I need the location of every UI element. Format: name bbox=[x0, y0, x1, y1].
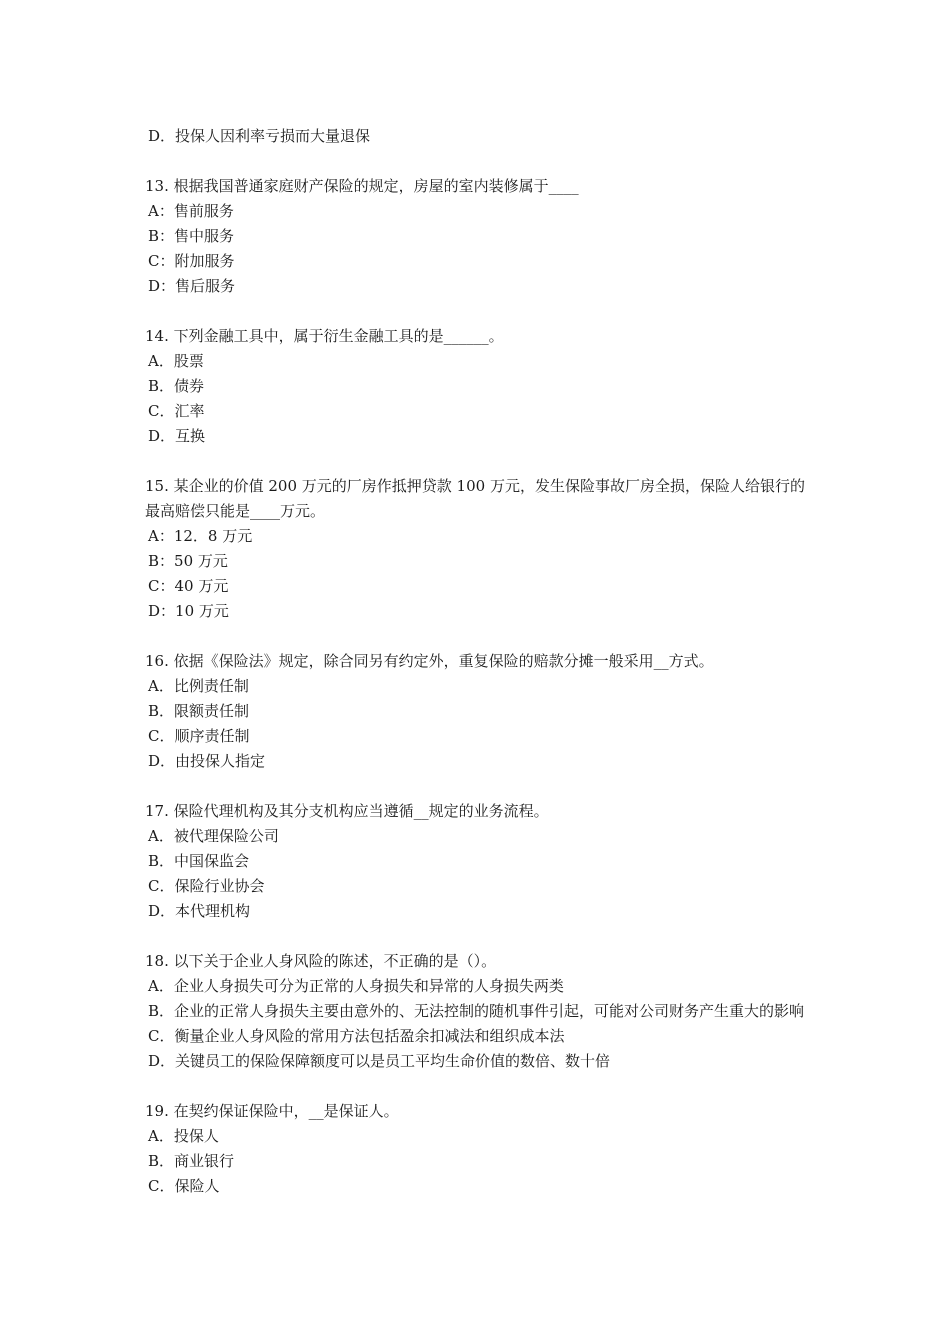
q17-stem: 17. 保险代理机构及其分支机构应当遵循__规定的业务流程。 bbox=[145, 802, 549, 820]
q15-option-b: B：50 万元 bbox=[148, 552, 228, 570]
q18-option-b: B．企业的正常人身损失主要由意外的、无法控制的随机事件引起，可能对公司财务产生重大的影响 bbox=[148, 1002, 805, 1020]
q15-option-a: A：12．8 万元 bbox=[148, 527, 253, 545]
q13-option-a: A：售前服务 bbox=[148, 202, 234, 220]
q16-option-c: C．顺序责任制 bbox=[148, 727, 250, 745]
q16-option-a: A．比例责任制 bbox=[148, 677, 249, 695]
q14-option-d: D．互换 bbox=[148, 427, 206, 445]
q19-option-b: B．商业银行 bbox=[148, 1152, 235, 1170]
document-page bbox=[145, 124, 815, 1199]
q14-option-c: C．汇率 bbox=[148, 402, 205, 420]
q17-option-d: D．本代理机构 bbox=[148, 902, 251, 920]
q15-option-d: D：10 万元 bbox=[148, 602, 229, 620]
q19-option-a: A．投保人 bbox=[148, 1127, 219, 1145]
q16-option-b: B．限额责任制 bbox=[148, 702, 250, 720]
q14-option-a: A．股票 bbox=[148, 352, 204, 370]
q17-option-a: A．被代理保险公司 bbox=[148, 827, 279, 845]
q18-option-d: D．关键员工的保险保障额度可以是员工平均生命价值的数倍、数十倍 bbox=[148, 1052, 611, 1070]
q13-option-c: C：附加服务 bbox=[148, 252, 235, 270]
q13-stem: 13. 根据我国普通家庭财产保险的规定，房屋的室内装修属于____ bbox=[145, 177, 579, 195]
q19-option-c: C．保险人 bbox=[148, 1177, 220, 1195]
q14-stem: 14. 下列金融工具中，属于衍生金融工具的是______。 bbox=[145, 327, 504, 345]
q16-stem: 16. 依据《保险法》规定，除合同另有约定外，重复保险的赔款分摊一般采用__方式。 bbox=[145, 652, 714, 670]
q12-option-d: D．投保人因利率亏损而大量退保 bbox=[148, 127, 371, 145]
q18-stem: 18. 以下关于企业人身风险的陈述，不正确的是（）。 bbox=[145, 952, 497, 970]
q15-option-c: C：40 万元 bbox=[148, 577, 229, 595]
q18-option-a: A．企业人身损失可分为正常的人身损失和异常的人身损失两类 bbox=[148, 977, 564, 995]
q14-option-b: B．债券 bbox=[148, 377, 205, 395]
q17-option-b: B．中国保监会 bbox=[148, 852, 250, 870]
q18-option-c: C．衡量企业人身风险的常用方法包括盈余扣减法和组织成本法 bbox=[148, 1027, 565, 1045]
q19-stem: 19. 在契约保证保险中，__是保证人。 bbox=[145, 1102, 399, 1120]
q13-option-d: D：售后服务 bbox=[148, 277, 236, 295]
q16-option-d: D．由投保人指定 bbox=[148, 752, 266, 770]
q13-option-b: B：售中服务 bbox=[148, 227, 235, 245]
q15-stem: 15. 某企业的价值 200 万元的厂房作抵押贷款 100 万元，发生保险事故厂房全损，保险人给银行的最高赔偿只能是____万元。 bbox=[145, 477, 805, 520]
q17-option-c: C．保险行业协会 bbox=[148, 877, 265, 895]
